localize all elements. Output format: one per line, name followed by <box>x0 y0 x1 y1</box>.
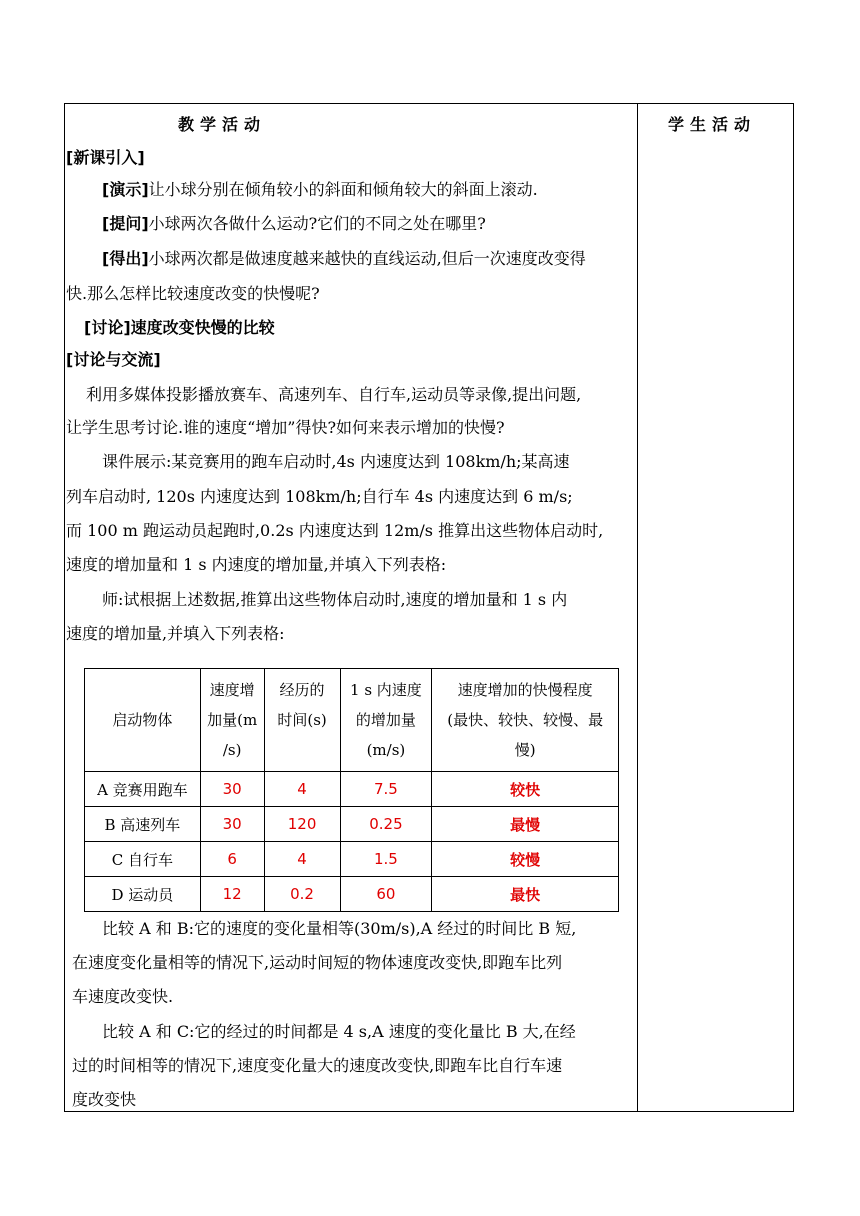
question-text: 小球两次各做什么运动?它们的不同之处在哪里? <box>148 214 486 233</box>
comparison-line: 过的时间相等的情况下,速度变化量大的速度改变快,即跑车比自行车速 <box>72 1056 563 1075</box>
per-second-value: 60 <box>340 877 432 912</box>
paragraph-line: 课件展示:某竞赛用的跑车启动时,4s 内速度达到 108km/h;某高速 <box>102 452 570 471</box>
header-per-second: 1 s 内速度 的增加量 (m/s) <box>340 669 432 772</box>
table-row <box>85 877 619 912</box>
conclusion-text-2: 快.那么怎样比较速度改变的快慢呢? <box>66 284 320 303</box>
discussion-exchange-heading: [讨论与交流] <box>66 350 161 369</box>
question-tag: [提问] <box>102 214 149 233</box>
comparison-line: 比较 A 和 C:它的经过的时间都是 4 s,A 速度的变化量比 B 大,在经 <box>102 1022 576 1041</box>
speed-change-table <box>84 668 619 912</box>
object-name: A 竞赛用跑车 <box>85 772 201 807</box>
table-row <box>85 772 619 807</box>
per-second-value: 0.25 <box>340 807 432 842</box>
header-time: 经历的 时间(s) <box>264 669 340 772</box>
paragraph-line: 师:试根据上述数据,推算出这些物体启动时,速度的增加量和 1 s 内 <box>102 590 568 609</box>
discussion-heading: [讨论]速度改变快慢的比较 <box>84 318 275 337</box>
time-value: 4 <box>264 842 340 877</box>
table-row <box>85 842 619 877</box>
delta-v-value: 6 <box>200 842 264 877</box>
demo-line <box>102 180 538 200</box>
per-second-value: 1.5 <box>340 842 432 877</box>
comparison-line: 在速度变化量相等的情况下,运动时间短的物体速度改变快,即跑车比列 <box>72 953 563 972</box>
section-new-lesson: [新课引入] <box>66 148 145 167</box>
column-divider <box>637 103 638 1112</box>
student-activity-header: 学生活动 <box>668 115 757 134</box>
object-name: D 运动员 <box>85 877 201 912</box>
delta-v-value: 30 <box>200 772 264 807</box>
rank-value: 较快 <box>432 772 619 807</box>
comparison-line: 比较 A 和 B:它的速度的变化量相等(30m/s),A 经过的时间比 B 短, <box>102 919 577 938</box>
conclusion-tag: [得出] <box>102 249 149 268</box>
paragraph-line: 速度的增加量,并填入下列表格: <box>66 624 285 643</box>
paragraph-line: 而 100 m 跑运动员起跑时,0.2s 内速度达到 12m/s 推算出这些物体启动时, <box>66 521 604 540</box>
object-name: C 自行车 <box>85 842 201 877</box>
comparison-line: 度改变快 <box>72 1090 137 1109</box>
time-value: 4 <box>264 772 340 807</box>
paragraph-line: 让学生思考讨论.谁的速度“增加”得快?如何来表示增加的快慢? <box>66 418 505 437</box>
time-value: 0.2 <box>264 877 340 912</box>
header-object: 启动物体 <box>85 669 201 772</box>
rank-value: 较慢 <box>432 842 619 877</box>
conclusion-line <box>102 249 586 269</box>
delta-v-value: 12 <box>200 877 264 912</box>
time-value: 120 <box>264 807 340 842</box>
teacher-activity-header: 教学活动 <box>178 115 267 134</box>
paragraph-line: 列车启动时, 120s 内速度达到 108km/h;自行车 4s 内速度达到 6 m/s; <box>66 487 573 506</box>
demo-text: 让小球分别在倾角较小的斜面和倾角较大的斜面上滚动. <box>148 180 538 199</box>
rank-value: 最慢 <box>432 807 619 842</box>
demo-tag: [演示] <box>102 180 149 199</box>
object-name: B 高速列车 <box>85 807 201 842</box>
header-rank: 速度增加的快慢程度 (最快、较快、较慢、最 慢) <box>432 669 619 772</box>
conclusion-text: 小球两次都是做速度越来越快的直线运动,但后一次速度改变得 <box>148 249 586 268</box>
table-row <box>85 807 619 842</box>
comparison-line: 车速度改变快. <box>72 987 174 1006</box>
delta-v-value: 30 <box>200 807 264 842</box>
paragraph-line: 速度的增加量和 1 s 内速度的增加量,并填入下列表格: <box>66 555 447 574</box>
header-delta-v: 速度增 加量(m /s) <box>200 669 264 772</box>
paragraph-line: 利用多媒体投影播放赛车、高速列车、自行车,运动员等录像,提出问题, <box>86 385 582 404</box>
table-header-row <box>85 669 619 772</box>
question-line <box>102 214 486 234</box>
per-second-value: 7.5 <box>340 772 432 807</box>
rank-value: 最快 <box>432 877 619 912</box>
